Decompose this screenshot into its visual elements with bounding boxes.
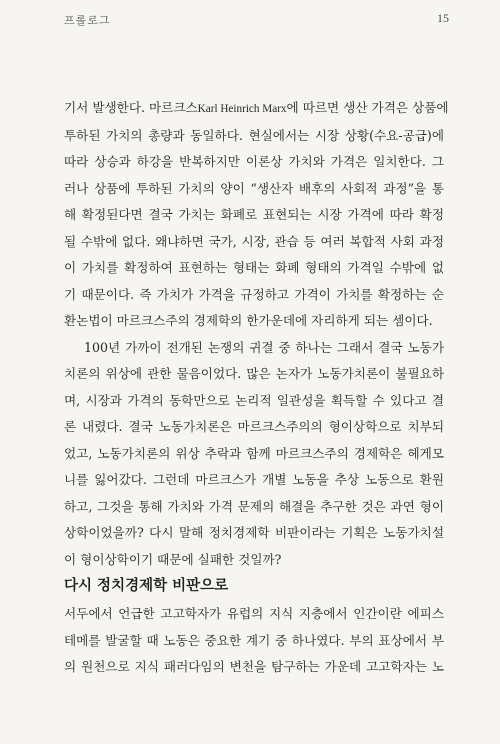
paragraph-1 bbox=[64, 95, 449, 335]
text-line: 이 가치를 확정하여 표현하는 형태는 화폐 형태의 가격일 수밖에 없 bbox=[64, 260, 444, 275]
text-line: 이 형이상학이기 때문에 실패한 것일까? bbox=[64, 551, 282, 567]
text-line: 100년 가까이 전개된 논쟁의 귀결 중 하나는 그래서 결국 노동가 bbox=[84, 339, 444, 355]
paragraph-3 bbox=[64, 601, 444, 681]
text-line: 하고, 그것을 통해 가치와 가격 문제의 해결을 추구한 것은 과연 형이 bbox=[64, 498, 444, 514]
text-line: 해 확정된다면 결국 가치는 화폐로 표현되는 시장 가격에 따라 확정 bbox=[64, 207, 444, 222]
text-line: 테메를 발굴할 때 노동은 중요한 계기 중 하나였다. 부의 표상에서 부 bbox=[64, 632, 444, 648]
text-line: 상학이었을까? 다시 말해 정치경제학 비판이라는 기획은 노동가치설 bbox=[64, 525, 444, 540]
running-head: 프롤로그 bbox=[64, 14, 111, 27]
text-line: 치론의 위상에 관한 물음이었다. 많은 논자가 노동가치론이 불필요하 bbox=[64, 366, 444, 381]
text-line: 서두에서 언급한 고고학자가 유럽의 지식 지층에서 인간이란 에피스 bbox=[64, 606, 444, 621]
latin-name: Karl Heinrich Marx bbox=[197, 103, 287, 115]
page-number: 15 bbox=[437, 11, 449, 25]
text-line: 기 때문이다. 즉 가치가 가격을 규정하고 가격이 가치를 확정하는 순 bbox=[64, 286, 444, 302]
text-line bbox=[64, 95, 449, 123]
body-text bbox=[64, 95, 449, 573]
section-body-text bbox=[64, 601, 444, 681]
section-heading: 다시 정치경제학 비판으로 bbox=[64, 578, 229, 594]
text-line: 니를 잃어갔다. 그런데 마르크스가 개별 노동을 추상 노동으로 환원 bbox=[64, 472, 444, 487]
text-line: 될 수밖에 없다. 왜냐하면 국가, 시장, 관습 등 여러 복합적 사회 과정 bbox=[64, 233, 444, 249]
text-run: 기서 발생한다. 마르크스 bbox=[64, 100, 198, 115]
text-line: 의 원천으로 지식 패러다임의 변천을 탐구하는 가운데 고고학자는 노 bbox=[64, 659, 444, 674]
text-line: 며, 시장과 가격의 동학만으로 논리적 일관성을 획득할 수 있다고 결 bbox=[64, 392, 444, 408]
text-line: 러나 상품에 투하된 가치의 양이 “생산자 배후의 사회적 과정”을 통 bbox=[64, 180, 444, 196]
text-line: 따라 상승과 하강을 반복하지만 이론상 가치와 가격은 일치한다. 그 bbox=[64, 154, 444, 169]
text-run: 에 따르면 생산 가격은 상품에 bbox=[286, 100, 449, 115]
text-line: 투하된 가치의 총량과 동일하다. 현실에서는 시장 상황(수요-공급)에 bbox=[64, 127, 444, 143]
text-line: 었고, 노동가치론의 위상 추락과 함께 마르크스주의 경제학은 헤게모 bbox=[64, 445, 444, 461]
text-line: 론 내렸다. 결국 노동가치론은 마르크스주의의 형이상학으로 치부되 bbox=[64, 419, 444, 434]
text-line: 환논법이 마르크스주의 경제학의 한가운데에 자리하게 되는 셈이다. bbox=[64, 313, 433, 328]
paragraph-2 bbox=[64, 335, 444, 574]
